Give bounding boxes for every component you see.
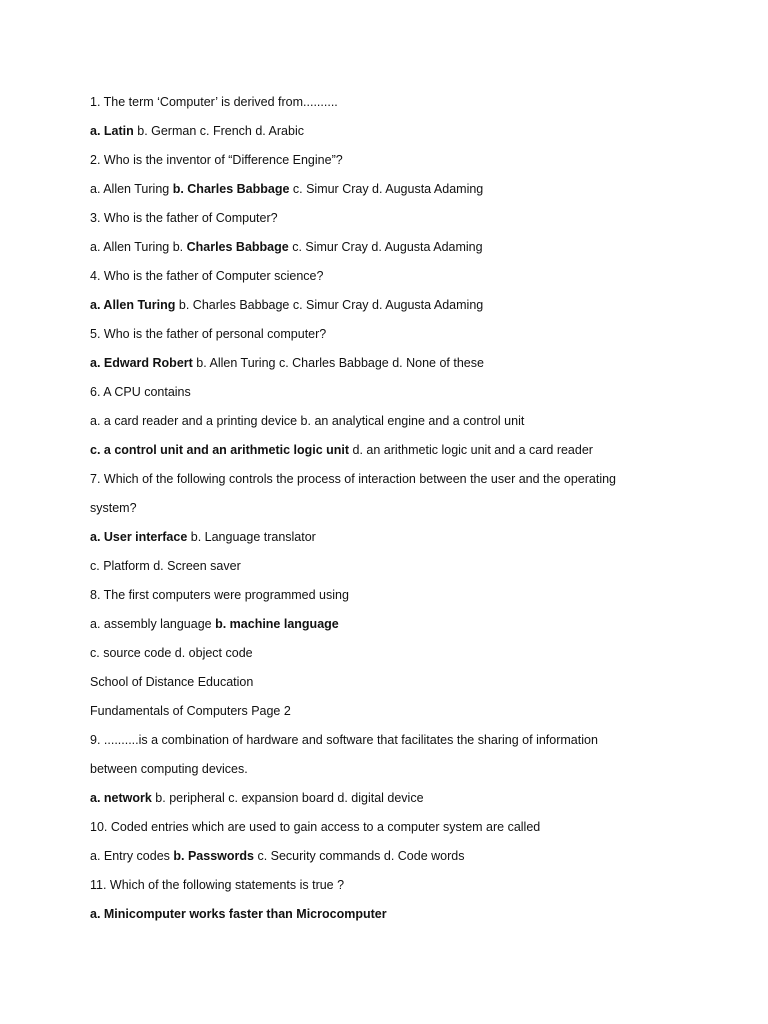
- text-line-4: [90, 178, 690, 207]
- line-text: c. Security commands d. Code words: [253, 849, 465, 863]
- line-text: School of Distance Education: [90, 675, 254, 689]
- line-text: b. peripheral c. expansion board d. digital device: [151, 791, 424, 805]
- text-line-27: [90, 845, 690, 874]
- text-line-20: [90, 642, 690, 671]
- line-text: 10. Coded entries which are used to gain access to a computer system are called: [90, 820, 541, 834]
- line-text: 1. The term ‘Computer’ is derived from..........: [90, 95, 338, 109]
- line-text: d. an arithmetic logic unit and a card reader: [349, 443, 593, 457]
- line-text: 5. Who is the father of personal computer?: [90, 327, 327, 341]
- line-text: 8. The first computers were programmed using: [90, 588, 349, 602]
- text-line-18: [90, 584, 690, 613]
- line-text: 9. ..........is a combination of hardware and software that facilitates the sharing of information: [90, 733, 598, 747]
- text-line-15: [90, 497, 690, 526]
- line-text: 7. Which of the following controls the process of interaction between the user and the operating: [90, 472, 617, 486]
- line-text: c. Simur Cray d. Augusta Adaming: [289, 182, 484, 196]
- answer-bold-text: a. Minicomputer works faster than Microcomputer: [90, 907, 387, 921]
- answer-bold-text: b. Passwords: [173, 849, 254, 863]
- answer-bold-text: a. Latin: [90, 124, 134, 138]
- text-line-13: [90, 439, 690, 468]
- line-text: system?: [90, 501, 137, 515]
- document-body: [90, 91, 690, 932]
- text-line-28: [90, 874, 690, 903]
- text-line-2: [90, 120, 690, 149]
- answer-bold-text: c. a control unit and an arithmetic logic unit: [90, 443, 350, 457]
- text-line-29: [90, 903, 690, 932]
- line-text: 3. Who is the father of Computer?: [90, 211, 278, 225]
- line-text: a. Allen Turing: [90, 182, 173, 196]
- line-text: c. source code d. object code: [90, 646, 253, 660]
- answer-bold-text: a. Allen Turing: [90, 298, 176, 312]
- text-line-25: [90, 787, 690, 816]
- line-text: c. Platform d. Screen saver: [90, 559, 241, 573]
- line-text: a. Allen Turing b.: [90, 240, 187, 254]
- line-text: between computing devices.: [90, 762, 248, 776]
- text-line-12: [90, 410, 690, 439]
- text-line-17: [90, 555, 690, 584]
- answer-bold-text: a. Edward Robert: [90, 356, 193, 370]
- text-line-22: [90, 700, 690, 729]
- answer-bold-text: b. machine language: [215, 617, 339, 631]
- text-line-19: [90, 613, 690, 642]
- line-text: a. assembly language: [90, 617, 216, 631]
- text-line-21: [90, 671, 690, 700]
- line-text: a. Entry codes: [90, 849, 174, 863]
- line-text: c. Simur Cray d. Augusta Adaming: [288, 240, 483, 254]
- answer-bold-text: a. User interface: [90, 530, 188, 544]
- text-line-3: [90, 149, 690, 178]
- line-text: 2. Who is the inventor of “Difference Engine”?: [90, 153, 343, 167]
- line-text: b. German c. French d. Arabic: [133, 124, 304, 138]
- line-text: b. Language translator: [187, 530, 316, 544]
- text-line-24: [90, 758, 690, 787]
- text-line-23: [90, 729, 690, 758]
- text-line-9: [90, 323, 690, 352]
- line-text: a. a card reader and a printing device b. an analytical engine and a control unit: [90, 414, 525, 428]
- text-line-16: [90, 526, 690, 555]
- answer-bold-text: b. Charles Babbage: [172, 182, 290, 196]
- text-line-11: [90, 381, 690, 410]
- line-text: 4. Who is the father of Computer science?: [90, 269, 324, 283]
- text-line-5: [90, 207, 690, 236]
- line-text: b. Charles Babbage c. Simur Cray d. Augusta Adaming: [175, 298, 484, 312]
- text-line-26: [90, 816, 690, 845]
- text-line-1: [90, 91, 690, 120]
- text-line-6: [90, 236, 690, 265]
- answer-bold-text: Charles Babbage: [186, 240, 289, 254]
- text-line-10: [90, 352, 690, 381]
- answer-bold-text: a. network: [90, 791, 152, 805]
- line-text: 11. Which of the following statements is true ?: [90, 878, 345, 892]
- line-text: 6. A CPU contains: [90, 385, 191, 399]
- text-line-7: [90, 265, 690, 294]
- line-text: Fundamentals of Computers Page 2: [90, 704, 291, 718]
- text-line-8: [90, 294, 690, 323]
- text-line-14: [90, 468, 690, 497]
- line-text: b. Allen Turing c. Charles Babbage d. None of these: [192, 356, 484, 370]
